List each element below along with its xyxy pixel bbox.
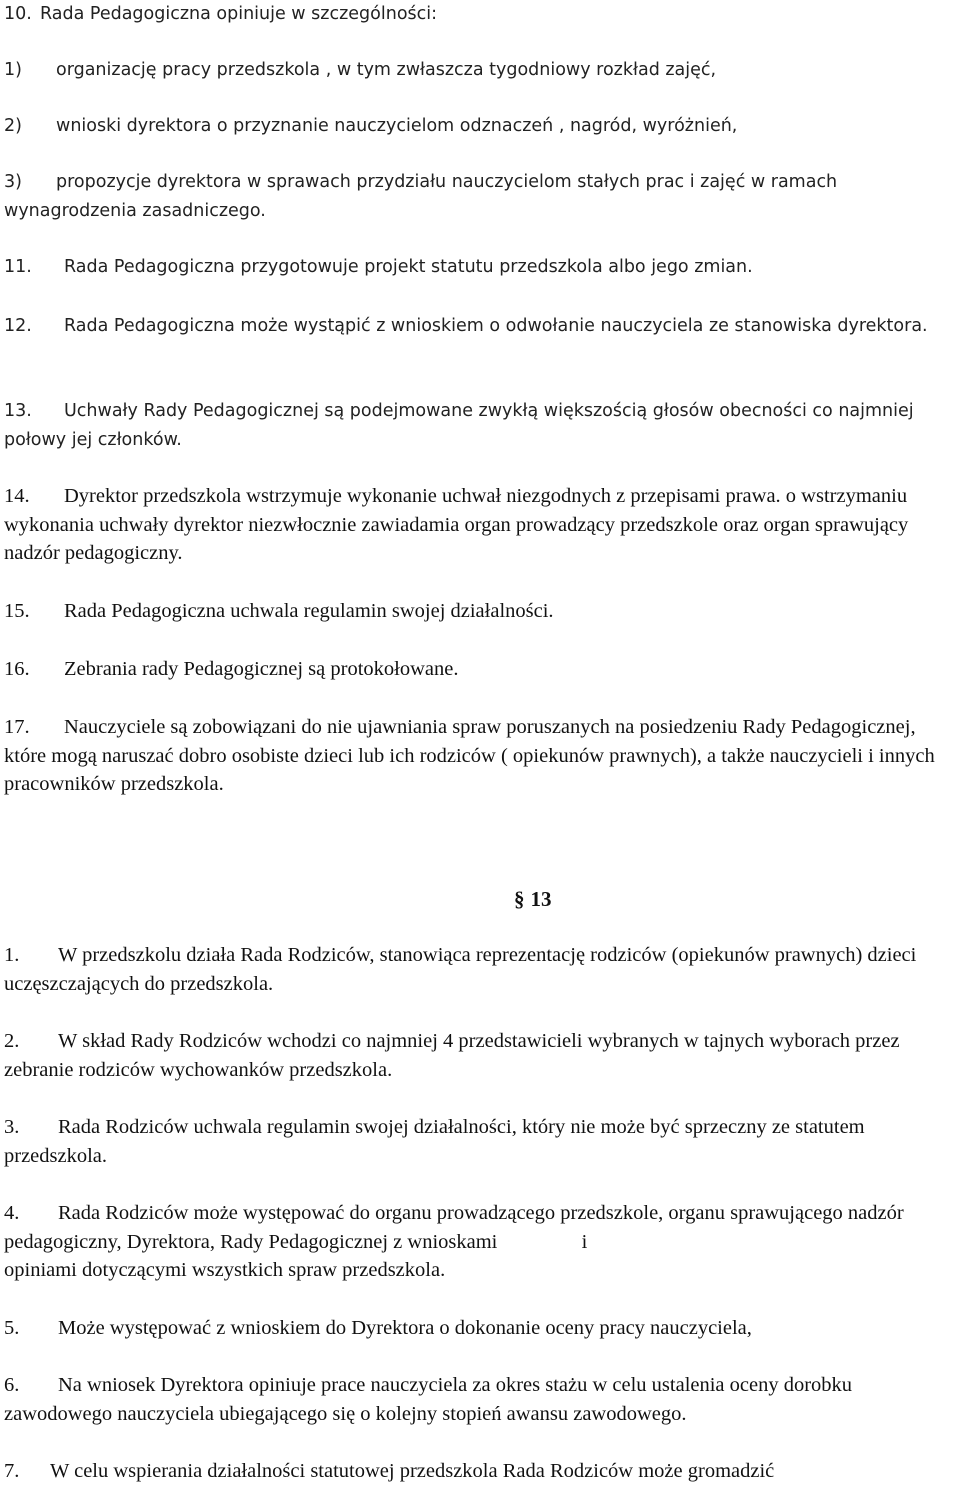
section-sign: § — [514, 887, 525, 911]
list-item — [4, 655, 954, 684]
item-text: Zebrania rady Pedagogicznej są protokołowane. — [64, 658, 459, 680]
item-text: Rada Rodziców może występować do organu prowadzącego przedszkole, organu sprawującego nadzór pedagogiczny, Dyrektora, Rady Pedagogicznej z wnioskami — [4, 1202, 904, 1253]
section-number: 13 — [530, 887, 552, 911]
item-text: Rada Rodziców uchwala regulamin swojej działalności, który nie może być sprzeczny ze statutem przedszkola. — [4, 1116, 865, 1167]
list-item — [4, 597, 954, 626]
item-number: 16. — [4, 658, 30, 680]
item-text: Rada Pedagogiczna opiniuje w szczególności: — [40, 4, 438, 24]
item-text: Rada Pedagogiczna uchwala regulamin swojej działalności. — [64, 600, 554, 622]
list-item — [4, 312, 954, 341]
item-number: 1) — [4, 60, 22, 80]
list-item — [4, 1371, 954, 1428]
item-number: 1. — [4, 944, 20, 966]
item-text: Może występować z wnioskiem do Dyrektora o dokonanie oceny pracy nauczyciela, — [58, 1317, 752, 1339]
list-item — [4, 0, 954, 29]
section-heading — [514, 885, 552, 913]
list-item — [4, 1113, 954, 1170]
list-item — [4, 1199, 954, 1285]
item-number: 17. — [4, 716, 30, 738]
item-text-continued: opiniami dotyczącymi wszystkich spraw przedszkola. — [4, 1259, 446, 1281]
item-text: organizację pracy przedszkola , w tym zwłaszcza tygodniowy rozkład zajęć, — [56, 60, 717, 80]
list-item — [4, 482, 954, 568]
item-number: 11. — [4, 257, 32, 277]
item-text: Na wniosek Dyrektora opiniuje prace nauczyciela za okres stażu w celu ustalenia oceny dorobku zawodowego nauczyciela ubiegającego się o kolejny stopień awansu zawodowego. — [4, 1374, 853, 1425]
item-text: Nauczyciele są zobowiązani do nie ujawniania spraw poruszanych na posiedzeniu Rady Pedagogicznej, które mogą naruszać dobro osobiste dzieci lub ich rodziców ( opiekunów prawnych), a także nauczycieli i innych pracowników przedszkola. — [4, 716, 935, 795]
item-number: 3. — [4, 1116, 20, 1138]
item-number: 10. — [4, 4, 32, 24]
list-item — [4, 713, 954, 799]
item-number: 4. — [4, 1202, 20, 1224]
item-number: 7. — [4, 1460, 20, 1482]
list-item — [4, 253, 954, 282]
document-page — [4, 0, 956, 1485]
item-text: Rada Pedagogiczna przygotowuje projekt statutu przedszkola albo jego zmian. — [64, 257, 753, 277]
item-number: 12. — [4, 316, 32, 336]
item-number: 5. — [4, 1317, 20, 1339]
list-item — [4, 1027, 954, 1084]
list-item — [4, 1457, 954, 1486]
list-item — [4, 112, 954, 141]
item-number: 6. — [4, 1374, 20, 1396]
item-number: 3) — [4, 172, 22, 192]
item-number: 13. — [4, 401, 32, 421]
item-text: W przedszkolu działa Rada Rodziców, stanowiąca reprezentację rodziców (opiekunów prawnych) dzieci uczęszczających do przedszkola. — [4, 944, 917, 995]
item-number: 2) — [4, 116, 22, 136]
list-item — [4, 941, 954, 998]
list-item — [4, 56, 954, 85]
item-number: 15. — [4, 600, 30, 622]
list-item — [4, 397, 954, 455]
item-number: 2. — [4, 1030, 20, 1052]
item-text: propozycje dyrektora w sprawach przydziału nauczycielom stałych prac i zajęć w ramach wynagrodzenia zasadniczego. — [4, 172, 838, 221]
item-text: W skład Rady Rodziców wchodzi co najmniej 4 przedstawicieli wybranych w tajnych wyborach przez zebranie rodziców wychowanków przedszkola. — [4, 1030, 900, 1081]
item-text: wnioski dyrektora o przyznanie nauczycielom odznaczeń , nagród, wyróżnień, — [56, 116, 738, 136]
item-text-fragment: i — [581, 1230, 588, 1253]
list-item — [4, 1314, 954, 1343]
item-number: 14. — [4, 485, 30, 507]
list-item — [4, 168, 954, 226]
item-text: W celu wspierania działalności statutowej przedszkola Rada Rodziców może gromadzić — [50, 1460, 775, 1482]
item-text: Dyrektor przedszkola wstrzymuje wykonanie uchwał niezgodnych z przepisami prawa. o wstrzymaniu wykonania uchwały dyrektor niezwłocznie zawiadamia organ prowadzący przedszkole oraz organ sprawujący nadzór pedagogiczny. — [4, 485, 909, 564]
item-text: Uchwały Rady Pedagogicznej są podejmowane zwykłą większością głosów obecności co najmniej połowy jej członków. — [4, 401, 914, 450]
item-text: Rada Pedagogiczna może wystąpić z wnioskiem o odwołanie nauczyciela ze stanowiska dyrektora. — [64, 316, 928, 336]
